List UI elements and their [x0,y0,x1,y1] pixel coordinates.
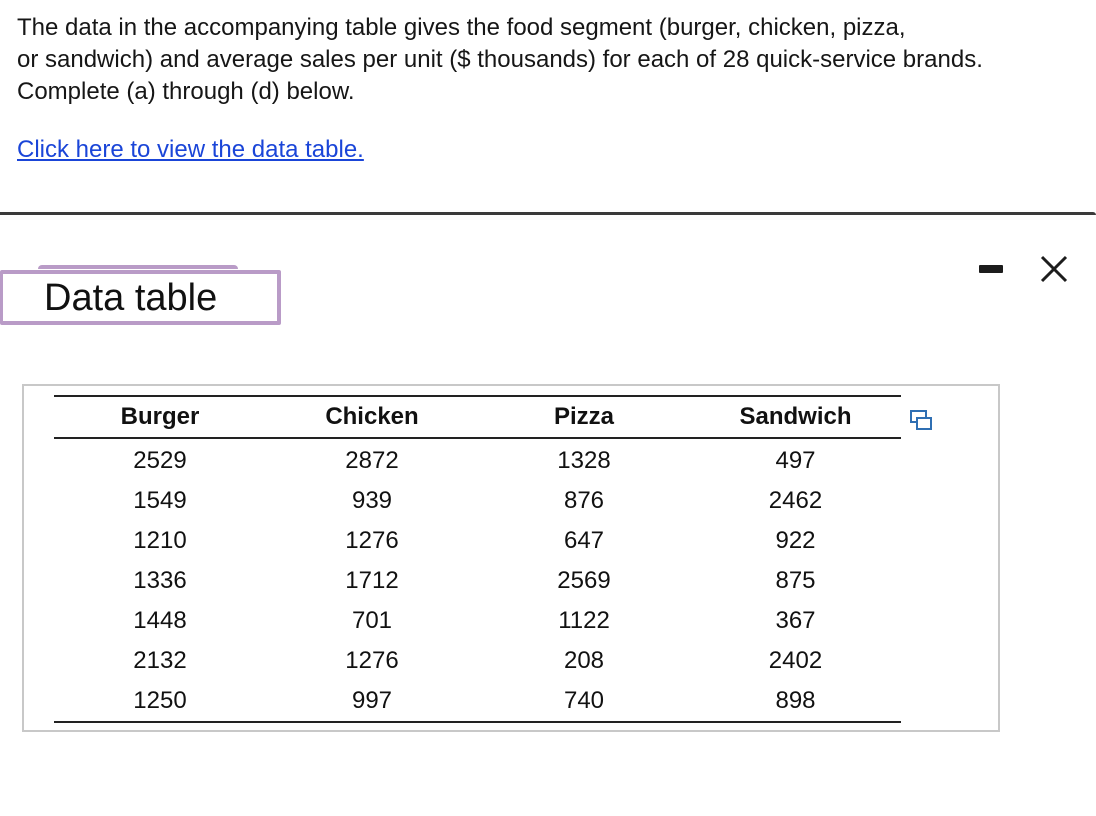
table-cell: 497 [775,447,816,474]
table-cell: 2872 [345,447,399,474]
table-cell: 1276 [345,527,399,554]
table-cell: 898 [690,681,901,722]
table-cell: 367 [775,607,816,634]
table-cell: 647 [563,527,605,554]
table-cell: 939 [351,487,393,514]
close-icon[interactable] [1037,252,1071,286]
table-cell: 997 [266,681,478,722]
question-line-1: The data in the accompanying table gives the food segment (burger, chicken, pizza, [17,14,906,41]
table-cell: 1336 [133,567,187,594]
table-row [54,481,901,521]
table-cell: 740 [478,681,690,722]
minimize-icon[interactable] [979,265,1003,273]
view-data-table-link[interactable]: Click here to view the data table. [17,136,364,163]
table-cell: 2462 [768,487,823,514]
question-line-3: Complete (a) through (d) below. [17,78,355,105]
table-cell: 2402 [768,647,823,674]
table-cell: 208 [563,647,605,674]
column-header-chicken: Chicken [266,396,478,438]
table-cell: 876 [563,487,605,514]
table-cell: 1250 [54,681,266,722]
question-text [17,12,1087,108]
table-row [54,681,901,722]
table-header-row [54,396,901,438]
copy-icon[interactable] [909,409,933,431]
table-row [54,438,901,481]
table-row [54,521,901,561]
table-row [54,561,901,601]
table-cell: 2529 [133,447,187,474]
table-cell: 2569 [557,567,611,594]
table-cell: 922 [775,527,816,554]
data-table [54,395,901,723]
table-cell: 1712 [345,567,399,594]
table-cell: 701 [351,607,393,634]
table-cell: 2132 [133,647,187,674]
column-header-burger: Burger [54,396,266,438]
table-row [54,601,901,641]
question-line-2: or sandwich) and average sales per unit ($ thousands) for each of 28 quick-service brands. [17,46,983,73]
table-cell: 1210 [133,527,187,554]
column-header-sandwich: Sandwich [690,396,901,438]
table-row [54,641,901,681]
column-header-pizza: Pizza [478,396,690,438]
table-cell: 1328 [557,447,611,474]
table-cell: 1549 [133,487,187,514]
table-cell: 1122 [558,607,610,634]
table-cell: 875 [775,567,816,594]
section-divider [0,212,1096,215]
table-cell: 1276 [345,647,399,674]
dialog-title: Data table [44,277,218,319]
table-cell: 1448 [133,607,187,634]
